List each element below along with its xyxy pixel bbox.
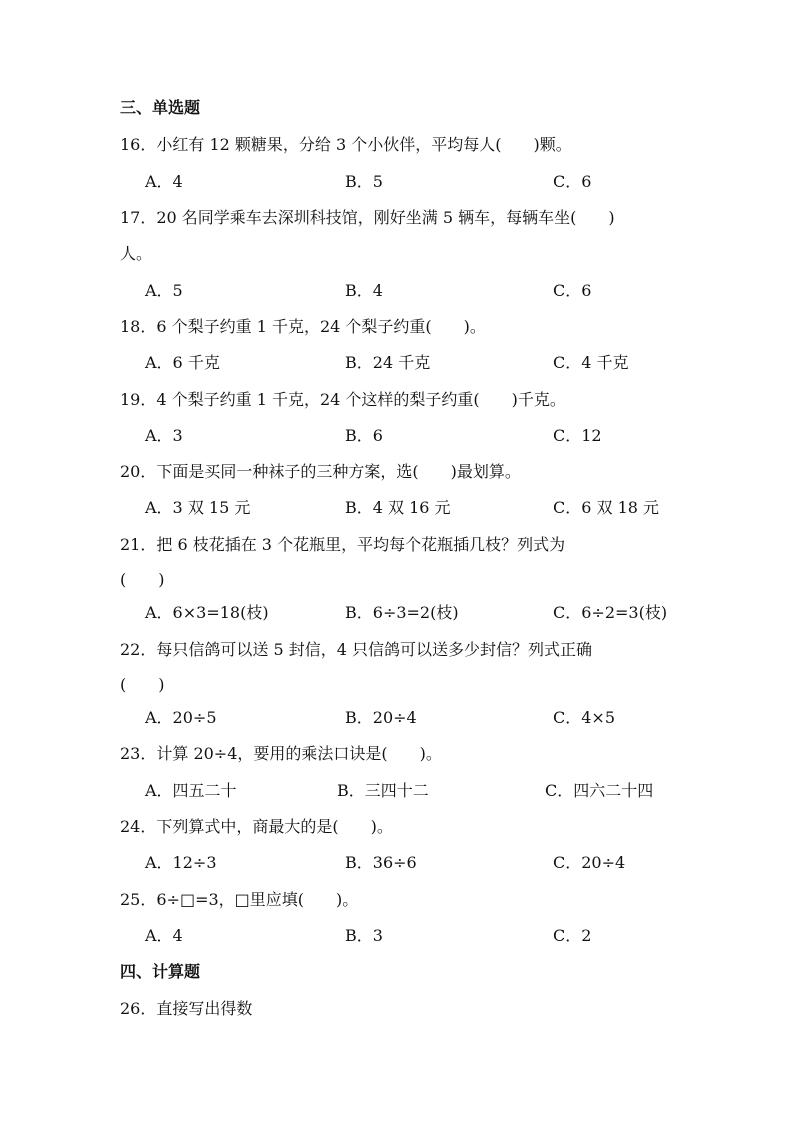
q25-option-b: B．3 — [345, 926, 383, 945]
question-25: 25．6÷□=3，□里应填( )。 — [120, 890, 359, 909]
q23-option-c: C．四六二十四 — [545, 781, 654, 800]
section-heading-calculation: 四、计算题 — [120, 962, 201, 981]
question-24: 24．下列算式中，商最大的是( )。 — [120, 817, 393, 836]
q16-option-a: A．4 — [145, 172, 183, 191]
q18-option-a: A．6 千克 — [145, 353, 220, 372]
q20-option-a: A．3 双 15 元 — [145, 498, 251, 517]
q22-option-c: C．4×5 — [553, 708, 616, 727]
q25-option-a: A．4 — [145, 926, 183, 945]
q18-option-b: B．24 千克 — [345, 353, 431, 372]
question-18: 18．6 个梨子约重 1 千克，24 个梨子约重( )。 — [120, 317, 486, 336]
question-19: 19．4 个梨子约重 1 千克，24 个这样的梨子约重( )千克。 — [120, 390, 566, 409]
question-21: 21．把 6 枝花插在 3 个花瓶里，平均每个花瓶插几枝？列式为 — [120, 535, 566, 554]
q19-option-c: C．12 — [553, 426, 602, 445]
q21-option-a: A．6×3=18(枝) — [145, 603, 269, 622]
q21-option-c: C．6÷2=3(枝) — [553, 603, 668, 622]
section-heading-single-choice: 三、单选题 — [120, 98, 201, 117]
q24-option-b: B．36÷6 — [345, 853, 417, 872]
q24-option-a: A．12÷3 — [145, 853, 217, 872]
q16-option-b: B．5 — [345, 172, 383, 191]
q25-option-c: C．2 — [553, 926, 592, 945]
question-17-continued: 人。 — [120, 244, 153, 263]
q17-option-a: A．5 — [145, 281, 183, 300]
q20-option-b: B．4 双 16 元 — [345, 498, 451, 517]
q19-option-a: A．3 — [145, 426, 183, 445]
question-22-blank: ( ) — [120, 675, 165, 694]
question-22: 22．每只信鸽可以送 5 封信，4 只信鸽可以送多少封信？列式正确 — [120, 640, 592, 659]
q22-option-b: B．20÷4 — [345, 708, 417, 727]
q16-option-c: C．6 — [553, 172, 592, 191]
q23-option-a: A．四五二十 — [145, 781, 237, 800]
q20-option-c: C．6 双 18 元 — [553, 498, 660, 517]
question-17: 17．20 名同学乘车去深圳科技馆，刚好坐满 5 辆车，每辆车坐( ) — [120, 208, 615, 227]
q21-option-b: B．6÷3=2(枝) — [345, 603, 459, 622]
q24-option-c: C．20÷4 — [553, 853, 626, 872]
question-20: 20．下面是买同一种袜子的三种方案，选( )最划算。 — [120, 462, 521, 481]
q17-option-c: C．6 — [553, 281, 592, 300]
q18-option-c: C．4 千克 — [553, 353, 629, 372]
q19-option-b: B．6 — [345, 426, 383, 445]
question-21-blank: ( ) — [120, 570, 165, 589]
q17-option-b: B．4 — [345, 281, 383, 300]
q23-option-b: B．三四十二 — [337, 781, 429, 800]
question-26: 26．直接写出得数 — [120, 999, 253, 1018]
question-16: 16．小红有 12 颗糖果，分给 3 个小伙伴，平均每人( )颗。 — [120, 135, 572, 154]
q22-option-a: A．20÷5 — [145, 708, 217, 727]
question-23: 23．计算 20÷4，要用的乘法口诀是( )。 — [120, 744, 442, 763]
